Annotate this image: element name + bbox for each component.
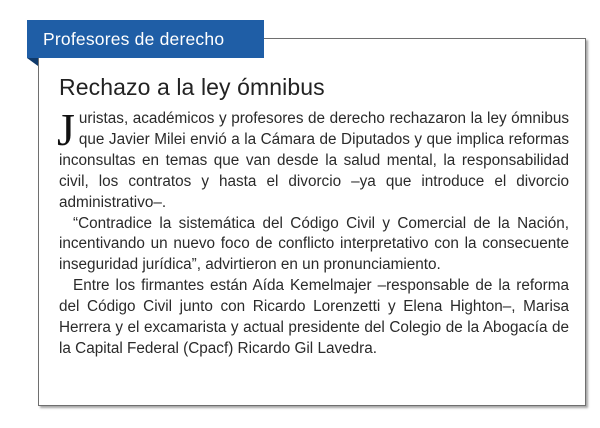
drop-cap: J [57,104,75,155]
paragraph-3: Entre los firmantes están Aída Kemelmajer –responsable de la reforma del Código Civil junto con Ricardo Lorenzetti y Elena Highton–, Marisa Herrera y el excamarista y actual presidente del Colegio de la Abogacía de la Capital Federal (Cpacf) Ricardo Gil Lavedra. [59,277,569,357]
paragraph-1 [57,104,569,214]
section-tag: Profesores de derecho [27,20,264,58]
article-body [57,104,569,360]
paragraph-2: “Contradice la sistemática del Código Civil y Comercial de la Nación, incentivando un nuevo foco de conflicto interpretativo con la consecuente inseguridad jurídica”, advirtieron en un pronunciamiento. [59,214,569,274]
article-headline: Rechazo a la ley ómnibus [59,74,325,100]
paragraph-1-text: uristas, académicos y profesores de derecho rechazaron la ley ómnibus que Javier Milei envió a la Cámara de Diputados y que implica reformas inconsultas en temas que van desde la salud mental, la responsabilidad civil, los contratos y hasta el divorcio –ya que introduce el divorcio administrativo–. [59,110,569,211]
section-tag-fold [27,58,38,66]
